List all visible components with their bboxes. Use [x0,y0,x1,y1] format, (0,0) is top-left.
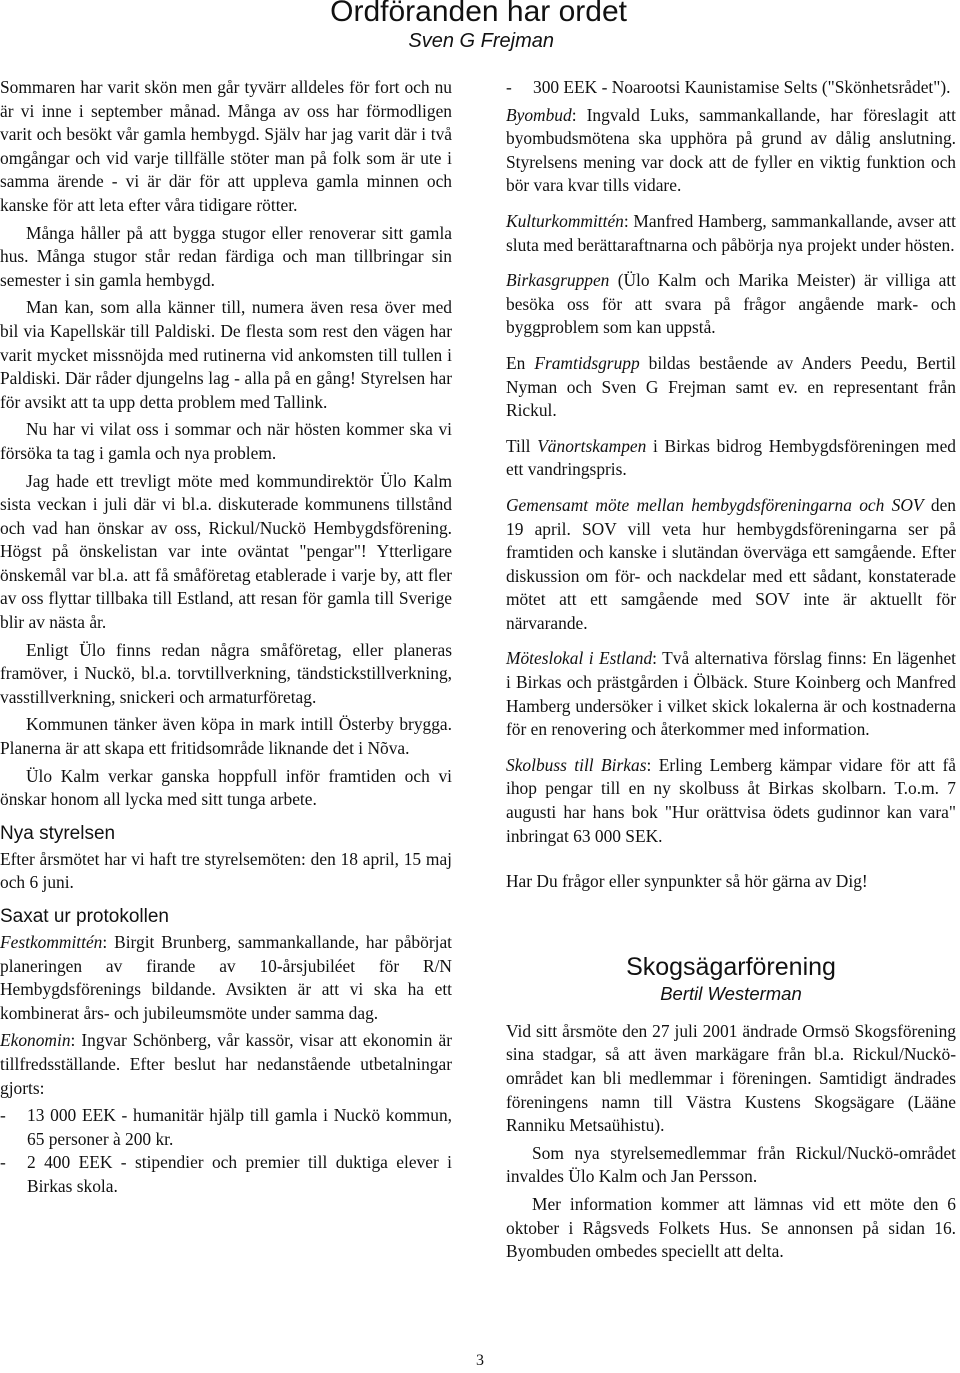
paragraph-framtidsgrupp [506,352,956,423]
section-author: Bertil Westerman [660,982,802,1004]
label-italic: Festkommittén [0,932,103,952]
label-italic: Skolbuss till Birkas [506,754,647,775]
page-title: Ordföranden har ordet [330,0,627,28]
paragraph: Kommunen tänker även köpa in mark intill Österby brygga. Planerna är att skapa ett fritidsområde liknande det i Nõva. [0,714,452,759]
paragraph-text: : Birgit Brunberg, sammankallande, har påbörjat planeringen av firande av 10-årsjubiléet för R/N Hembygdsförenings bildande. Avsikten är att vi ska ha ett kombinerat års- och jubileumsmöte under samma dag. [0,932,452,1023]
paragraph: Sommaren har varit skön men går tyvärr alldeles för fort och nu är vi inne i september månad. Många av oss har förmodligen varit och besökt vår gamla hembygd. Själv har jag varit där i två omgångar och vid varje tillfälle stöter man på folk som är ute i samma ärende - vi är där för att uppleva gamla minnen och kanske för att leta efter våra tidigare rötter. [0,77,452,215]
paragraph: Många håller på att bygga stugor eller renoverar sitt gamla hus. Många stugor står redan färdiga och man tillbringar sin semester i sin gamla hembygd. [0,222,452,290]
dash-bullet: - [506,77,512,97]
paragraph: Vid sitt årsmöte den 27 juli 2001 ändrade Ormsö Skogsförening sina stadgar, så att även markägare från bl.a. Rickul/Nuckö-området kan bli medlemmar i föreningen. Samtidigt ändrades föreningens namn till Västra Kustens Skogsägare (Lääne Ranniku Metsaühistu). [506,1020,956,1136]
label-italic: Möteslokal i Estland [506,648,653,669]
list-item [0,1151,452,1198]
label-italic: Kulturkommittén [506,210,624,231]
section-heading-saxat: Saxat ur protokollen [0,906,169,927]
paragraph: Ülo Kalm verkar ganska hoppfull inför framtiden och vi önskar honom all lycka med sitt tunga arbete. [0,765,452,810]
label-italic: Byombud [506,104,572,125]
section-title-skogsagarforening: Skogsägarförening [626,952,836,981]
paragraph-text: den 19 april. SOV vill veta hur hembygdsföreningarna ser på framtiden och kanske i slutändan överväga ett samgående. Efter diskussion om för- och nackdelar med ett sådant, konstaterade mötet att ett samgående med SOV inte är aktuellt för närvarande. [506,494,956,633]
paragraph-text: En [506,352,535,373]
paragraph: Man kan, som alla känner till, numera även resa över med bil via Kapellskär till Paldiski. De flesta som rest den vägen har varit mycket missnöjda med rutinerna vid ankomsten till tullen i Paldiski. Där råder djungelns lag - alla på en gång! Styrelsen har för avsikt att ta upp detta problem med Tallink. [0,297,452,412]
left-column [0,76,452,1199]
paragraph-text: : Ingvar Schönberg, vår kassör, visar att ekonomin är tillfredsställande. Efter beslut har nedanstående utbetalningar gjorts: [0,1030,452,1098]
paragraph: Efter årsmötet har vi haft tre styrelsemöten: den 18 april, 15 maj och 6 juni. [0,848,452,893]
label-italic: Vänortskampen [537,435,647,456]
paragraph-skolbuss [506,754,956,848]
paragraph-ekonomin [0,1029,452,1100]
paragraph: Mer information kommer att lämnas vid ett möte den 6 oktober i Rågsveds Folkets Hus. Se annonsen på sidan 16. Byombuden ombedes speciellt att delta. [506,1193,956,1262]
page-number: 3 [476,1352,484,1369]
list-item [506,76,956,100]
paragraph-birkasgruppen [506,269,956,340]
paragraph-byombud [506,104,956,198]
paragraph-moteslokal [506,647,956,741]
paragraph: Som nya styrelsemedlemmar från Rickul/Nuckö-området invaldes Ülo Kalm och Jan Persson. [506,1142,956,1187]
paragraph: Enligt Ülo finns redan några småföretag, eller planeras framöver, i Nuckö, bl.a. torvtillverkning, tändstickstillverkning, vasstillverkning, snickeri och armaturföretag. [0,639,452,707]
paragraph-fragor: Har Du frågor eller synpunkter så hör gärna av Dig! [506,871,868,892]
list-item [0,1104,452,1151]
paragraph-vanortskampen [506,435,956,482]
label-italic: Ekonomin [0,1030,71,1051]
dash-bullet: - [0,1152,6,1173]
label-italic: Birkasgruppen [506,270,610,291]
paragraph-festkommitten [0,931,452,1025]
list-item-text: 13 000 EEK - humanitär hjälp till gamla i Nuckö kommun, 65 personer à 200 kr. [27,1105,452,1149]
paragraph-text: : Erling Lemberg kämpar vidare för att få ihop pengar till en ny skolbuss åt Birkas skolbarn. T.o.m. 7 augusti har hans bok "Hur orättvisa ödets gudinnor kan vara" inbringat 63 000 SEK. [506,754,956,846]
paragraph-kulturkommitten [506,210,956,257]
paragraph-text: Till [506,435,538,456]
list-item-text: 2 400 EEK - stipendier och premier till duktiga elever i Birkas skola. [27,1152,452,1196]
article-author: Sven G Frejman [408,30,554,52]
dash-bullet: - [0,1105,6,1126]
list-item-text: 300 EEK - Noarootsi Kaunistamise Selts ("Skönhetsrådet"). [533,77,951,97]
section-heading-nya-styrelsen: Nya styrelsen [0,822,116,844]
right-column [506,76,956,1268]
label-italic: Framtidsgrupp [534,352,640,373]
paragraph: Jag hade ett trevligt möte med kommundirektör Ülo Kalm sista veckan i juli där vi bl.a. diskuterade kommunens tillstånd och vad han önskar av oss, Rickul/Nuckö Hembygdsförening. Högst på önskelistan var inte oväntat "pengar"! Ytterligare önskemål var bl.a. att få småföretag etablerade i varje by, att fler av oss flyttar tillbaka till Estland, att resan för gamla till Sverige blir av nästa år. [0,470,452,633]
paragraph-text: bildas bestående av Anders Peedu, Bertil Nyman och Sven G Frejman samt ev. en representant från Rickul. [506,352,956,421]
label-italic: Gemensamt möte mellan hembygdsföreningarna och SOV [506,494,924,515]
paragraph-text: : Ingvald Luks, sammankallande, har föreslagit att byombudsmötena ska upphöra på grund av dålig anslutning. Styrelsens mening var dock att de fyller en viktig funktion och bör vara kvar tills vidare. [506,104,956,196]
paragraph-gemensamt-mote [506,494,956,636]
paragraph-text: : Två alternativa förslag finns: En lägenhet i Birkas och prästgården i Ölbäck. Sture Koinberg och Manfred Hamberg undersöker i vilket skick lokalerna är och kostnaderna för en renovering och återkommer med information. [506,648,956,740]
paragraph: Nu har vi vilat oss i sommar och när hösten kommer ska vi försöka ta tag i gamla och nya problem. [0,419,452,463]
paragraph-text: : Manfred Hamberg, sammankallande, avser att sluta med berättaraftnarna och påbörja nya projekt under hösten. [506,210,956,255]
paragraph-text: (Ülo Kalm och Marika Meister) är villiga att besöka oss för att svara på frågor angående mark- och byggproblem som kan uppstå. [506,270,956,338]
paragraph-text: i Birkas bidrog Hembygdsföreningen med ett vandringspris. [506,435,956,480]
